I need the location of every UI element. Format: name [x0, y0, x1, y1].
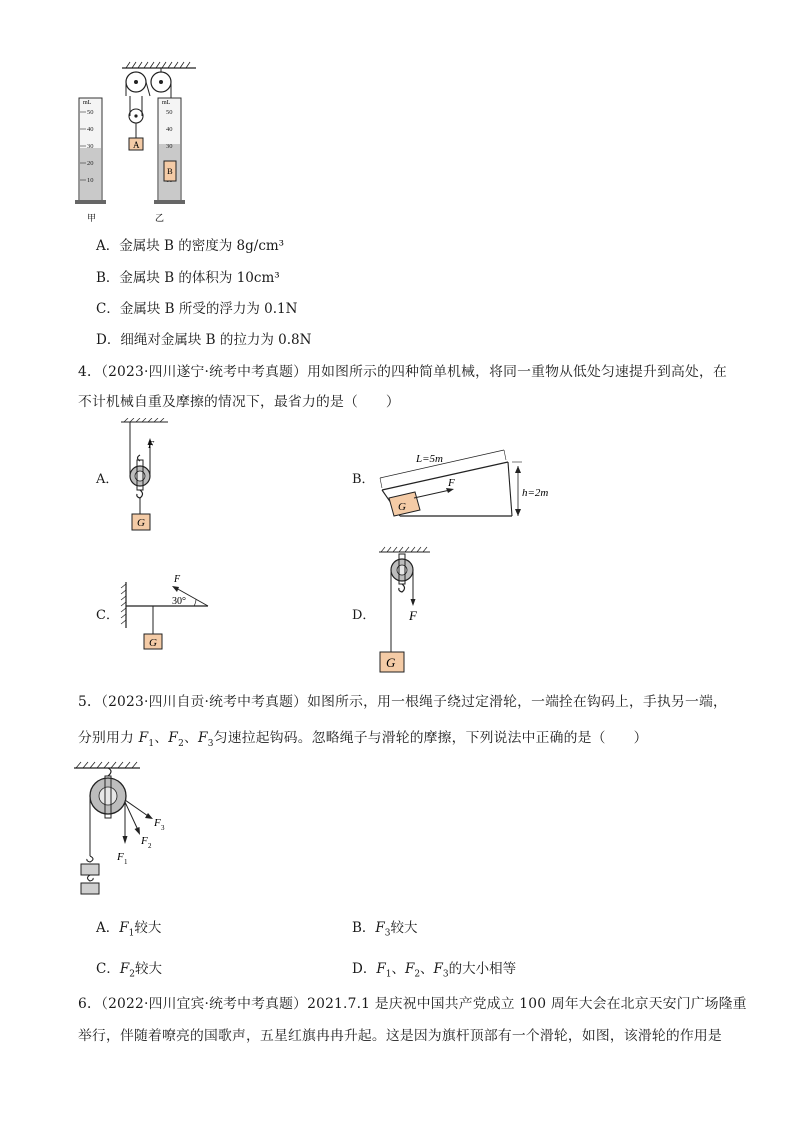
block-a-label: A	[133, 140, 140, 150]
svg-text:40: 40	[166, 126, 173, 133]
svg-text:30: 30	[166, 143, 173, 150]
q5-figure	[70, 756, 190, 900]
svg-text:mL: mL	[162, 100, 171, 106]
svg-text:30°: 30°	[172, 596, 186, 607]
svg-text:50: 50	[166, 109, 173, 116]
svg-text:F: F	[117, 851, 124, 863]
q5-stem-line1: 5．（2023·四川自贡·统考中考真题）如图所示，用一根绳子绕过定滑轮，一端拴在钩码上，手执另一端，	[78, 694, 728, 710]
q5-option-c[interactable]: C．$F_2$较大	[96, 961, 162, 980]
q3-option-b[interactable]: B．金属块 B 的体积为 10cm³	[96, 270, 280, 286]
svg-text:F: F	[448, 477, 455, 489]
label-yi: 乙	[155, 213, 165, 223]
q6-stem-line1: 6．（2022·四川宜宾·统考中考真题）2021.7.1 是庆祝中国共产党成立 100 周年大会在北京天安门广场隆重	[78, 996, 747, 1012]
q5-stem-line2: 分别用力 $F_1$、$F_2$、$F_3$匀速拉起钩码。忽略绳子与滑轮的摩擦，下列说法中正确的是（ ）	[78, 730, 648, 749]
q4-stem-line2: 不计机械自重及摩擦的情况下，最省力的是（ ）	[78, 394, 400, 410]
q4-figure-b	[372, 440, 562, 524]
svg-text:40: 40	[87, 126, 94, 133]
q4-option-a-label[interactable]: A．	[96, 472, 119, 487]
svg-text:30: 30	[87, 143, 94, 150]
q6-stem-line2: 举行，伴随着嘹亮的国歌声，五星红旗冉冉升起。这是因为旗杆顶部有一个滑轮，如图，该滑轮的作用是	[78, 1028, 722, 1044]
svg-text:1: 1	[124, 858, 128, 866]
svg-text:h=2m: h=2m	[522, 487, 549, 499]
svg-text:G: G	[149, 637, 157, 649]
q5-option-a[interactable]: A．$F_1$较大	[96, 920, 162, 939]
svg-text:F: F	[174, 574, 181, 585]
svg-text:G: G	[137, 517, 145, 529]
svg-text:3: 3	[161, 824, 165, 832]
q3-option-c[interactable]: C．金属块 B 所受的浮力为 0.1N	[96, 301, 298, 317]
q3-figure	[70, 56, 210, 228]
svg-text:2: 2	[148, 842, 152, 850]
svg-text:G: G	[398, 501, 406, 513]
label-jia: 甲	[87, 213, 97, 223]
q4-option-c-label[interactable]: C．	[96, 608, 119, 623]
svg-text:50: 50	[87, 109, 94, 116]
q4-stem-line1: 4．（2023·四川遂宁·统考中考真题）用如图所示的四种简单机械，将同一重物从低处匀速提升到高处，在	[78, 364, 728, 380]
svg-text:10: 10	[87, 177, 94, 184]
q4-figure-c	[118, 568, 218, 652]
svg-text:F: F	[141, 835, 148, 847]
q4-option-b-label[interactable]: B．	[352, 472, 375, 487]
svg-text:F: F	[409, 608, 417, 623]
q5-option-d[interactable]: D．$F_1$、$F_2$、$F_3$的大小相等	[352, 961, 517, 980]
svg-text:L=5m: L=5m	[416, 453, 443, 465]
q4-option-d-label[interactable]: D．	[352, 608, 376, 623]
svg-text:F: F	[154, 817, 161, 829]
q3-option-a[interactable]: A．金属块 B 的密度为 8g/cm³	[96, 238, 285, 254]
q4-figure-d	[375, 546, 435, 678]
svg-text:mL: mL	[83, 100, 92, 106]
q4-figure-a	[116, 418, 176, 534]
q3-option-d[interactable]: D．细绳对金属块 B 的拉力为 0.8N	[96, 332, 312, 348]
svg-text:G: G	[386, 655, 396, 670]
svg-text:F: F	[148, 440, 155, 451]
svg-text:20: 20	[87, 160, 94, 167]
block-b-label: B	[167, 166, 173, 176]
q5-option-b[interactable]: B．$F_3$较大	[352, 920, 418, 939]
